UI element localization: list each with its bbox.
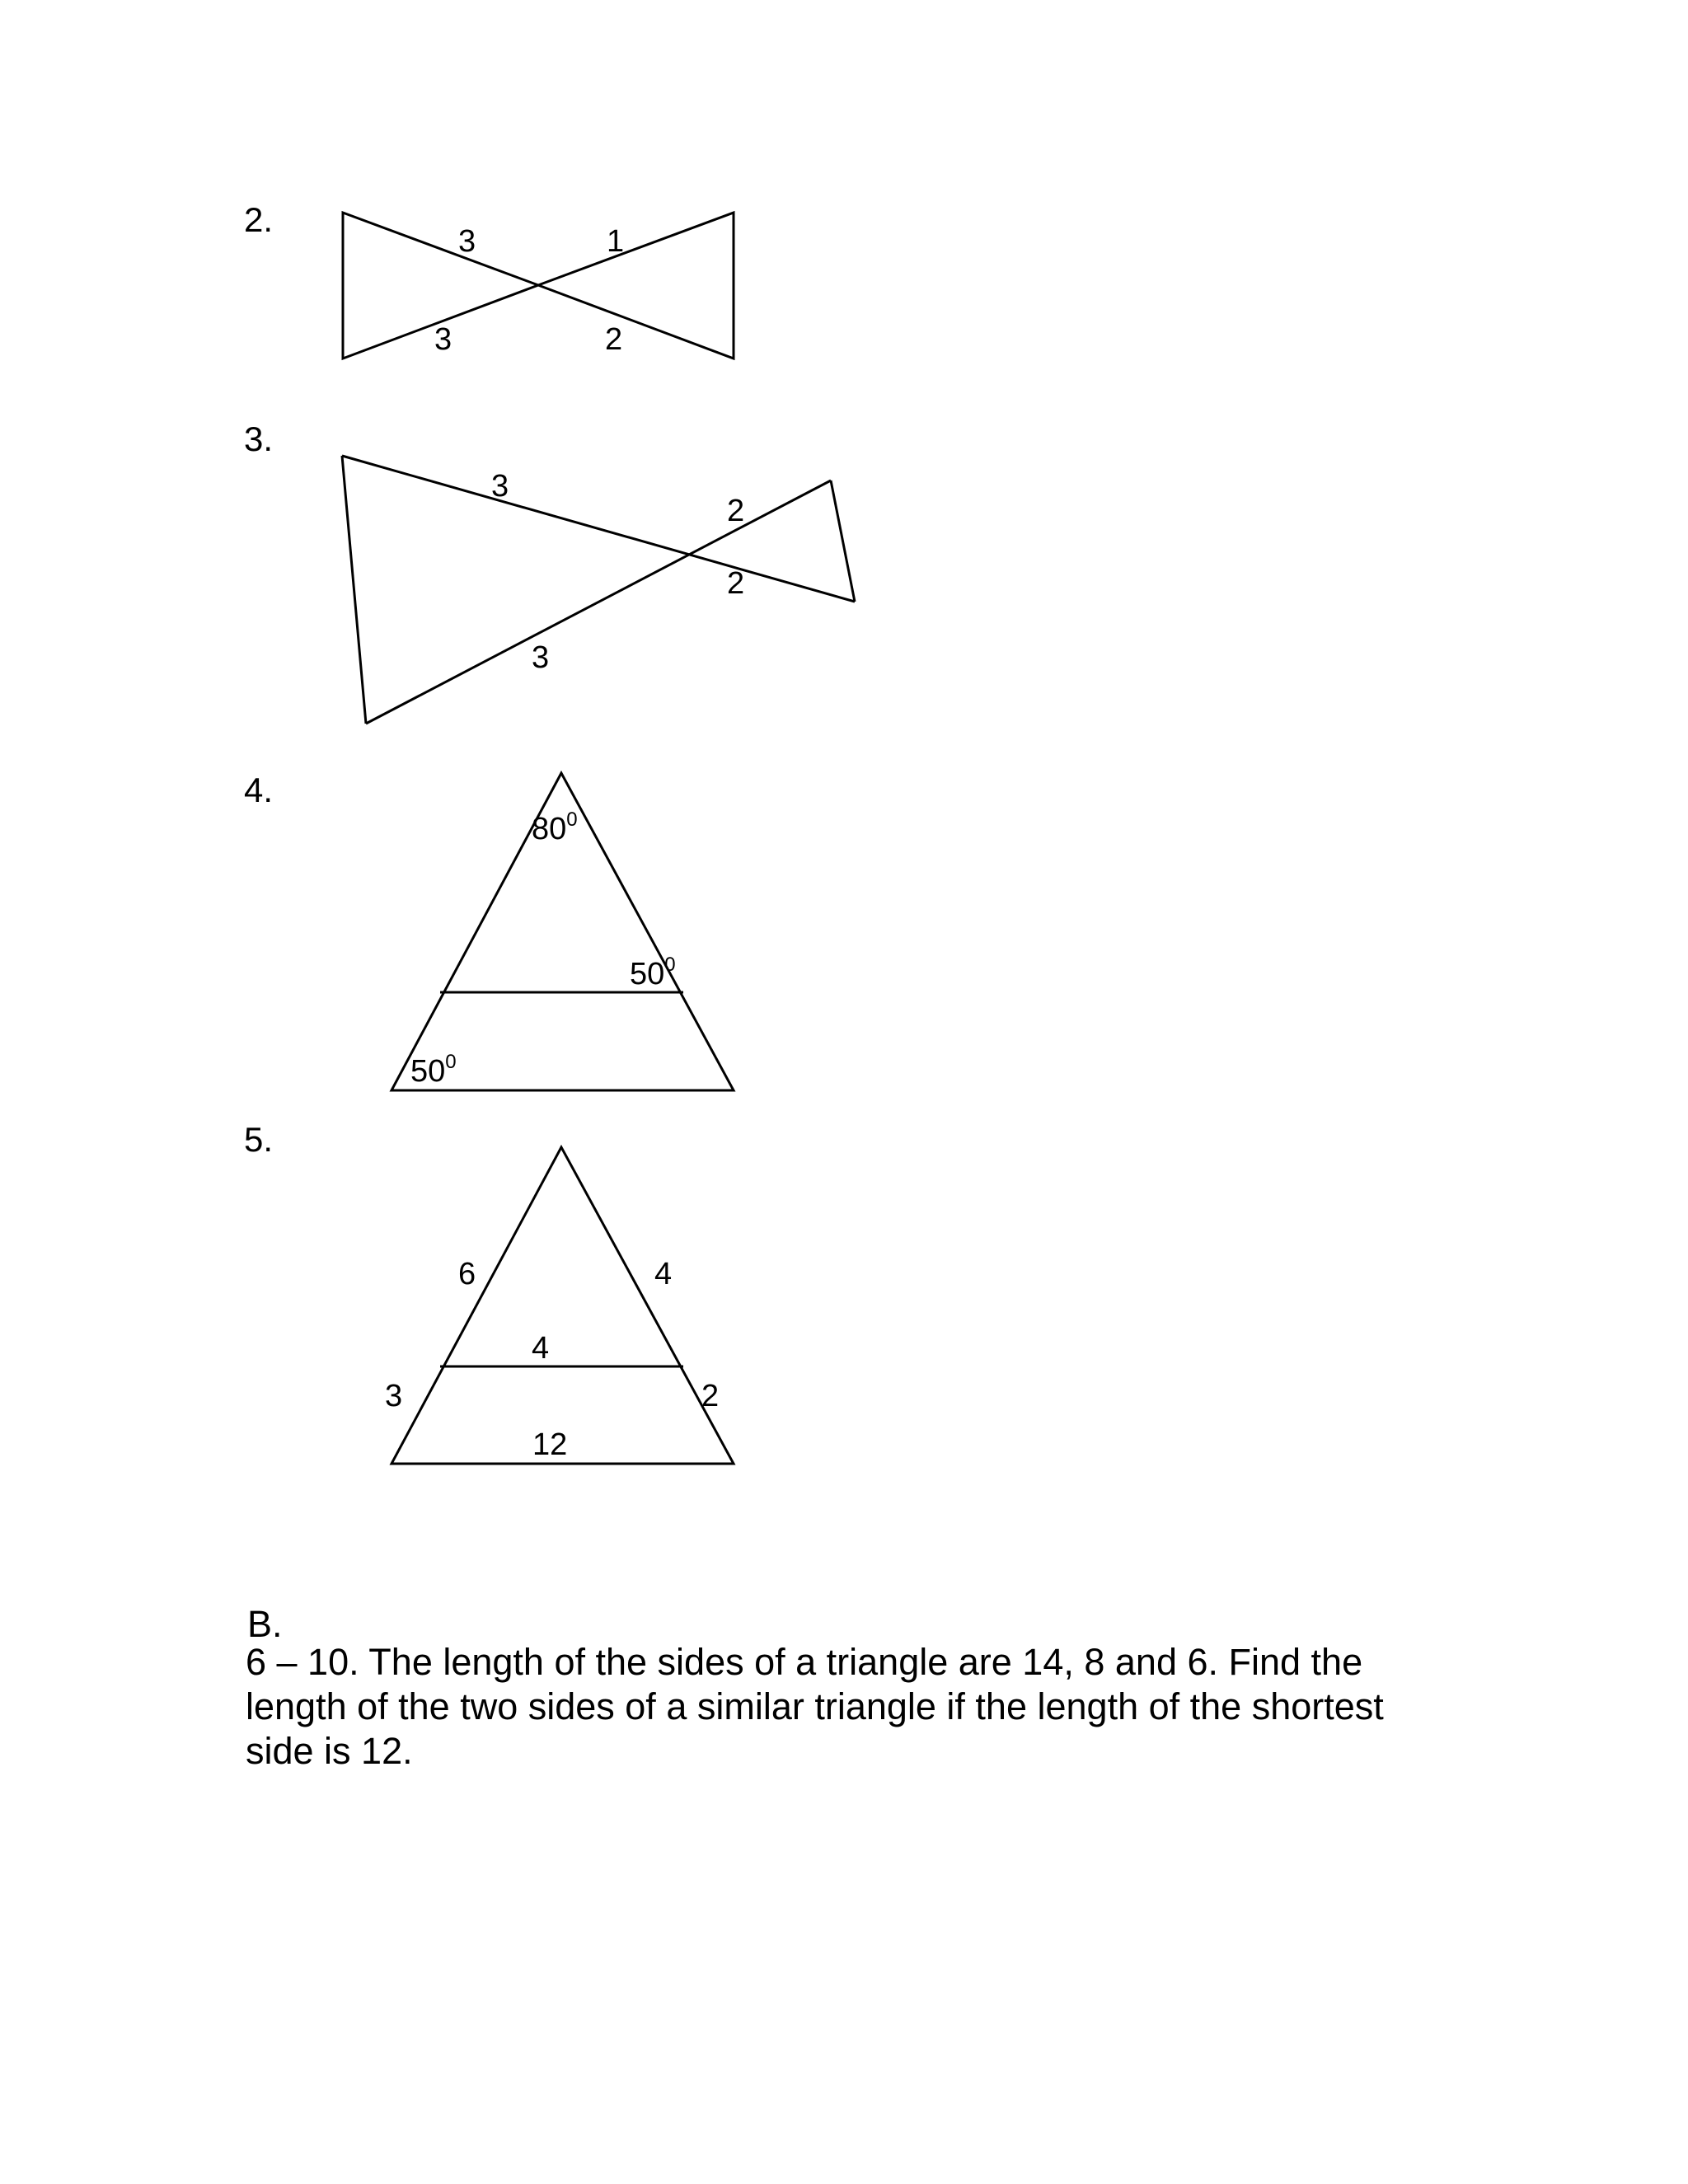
figure-3-line-right: [831, 480, 855, 602]
figure-4-segment-angle: [630, 954, 676, 991]
problem-number-2: 2.: [244, 200, 274, 239]
figure-2-right-triangle: [538, 213, 734, 359]
figure-5-label-lower-left-side: 3: [385, 1379, 403, 1413]
figure-2-label-lower-right: 2: [605, 322, 623, 357]
figure-2-bowtie: [343, 213, 734, 359]
figure-5-outer-triangle: [392, 1147, 734, 1464]
figure-3-label-lower-left: 3: [532, 640, 550, 675]
figure-3-line-left-top: [342, 456, 366, 724]
figure-4-base-angle-degree: 0: [445, 1051, 457, 1073]
figure-4-base-angle-value: 50: [410, 1054, 446, 1089]
figure-3-line-diagonal-up: [366, 480, 831, 724]
figure-4-apex-angle-value: 80: [532, 812, 567, 846]
figure-4-base-angle: [410, 1051, 457, 1089]
figure-5-label-mid-segment: 4: [532, 1331, 550, 1366]
figure-3-crossed-triangles: [342, 456, 855, 724]
figure-3-label-upper-right: 2: [727, 494, 745, 528]
section-b-label: B.: [247, 1603, 283, 1645]
figure-5-label-lower-right-side: 2: [701, 1379, 720, 1413]
problem-number-4: 4.: [244, 771, 274, 809]
figure-4-apex-angle-degree: 0: [566, 808, 578, 831]
figure-2-label-upper-right: 1: [607, 224, 625, 259]
figure-4-segment-angle-value: 50: [630, 957, 665, 991]
section-b-problem-text: 6 – 10. The length of the sides of a triangle are 14, 8 and 6. Find the length of the two sides of a similar triangle if the length of the shortest side is 12.: [246, 1641, 1384, 1772]
figure-5-label-upper-right-side: 4: [654, 1257, 673, 1291]
figure-5-label-upper-left-side: 6: [458, 1257, 476, 1291]
figure-4-apex-angle: [532, 808, 578, 846]
figure-4-segment-angle-degree: 0: [664, 954, 676, 976]
figure-2-label-upper-left: 3: [458, 224, 476, 259]
figure-3-label-lower-right: 2: [727, 566, 745, 601]
problem-number-5: 5.: [244, 1120, 274, 1159]
figure-2-label-lower-left: 3: [434, 322, 452, 357]
figure-3-line-diagonal-down: [342, 456, 855, 602]
figure-3-label-upper-left: 3: [491, 469, 509, 504]
figure-5-label-base: 12: [532, 1427, 568, 1462]
problem-number-3: 3.: [244, 419, 274, 458]
figure-5-triangle: [392, 1147, 734, 1464]
